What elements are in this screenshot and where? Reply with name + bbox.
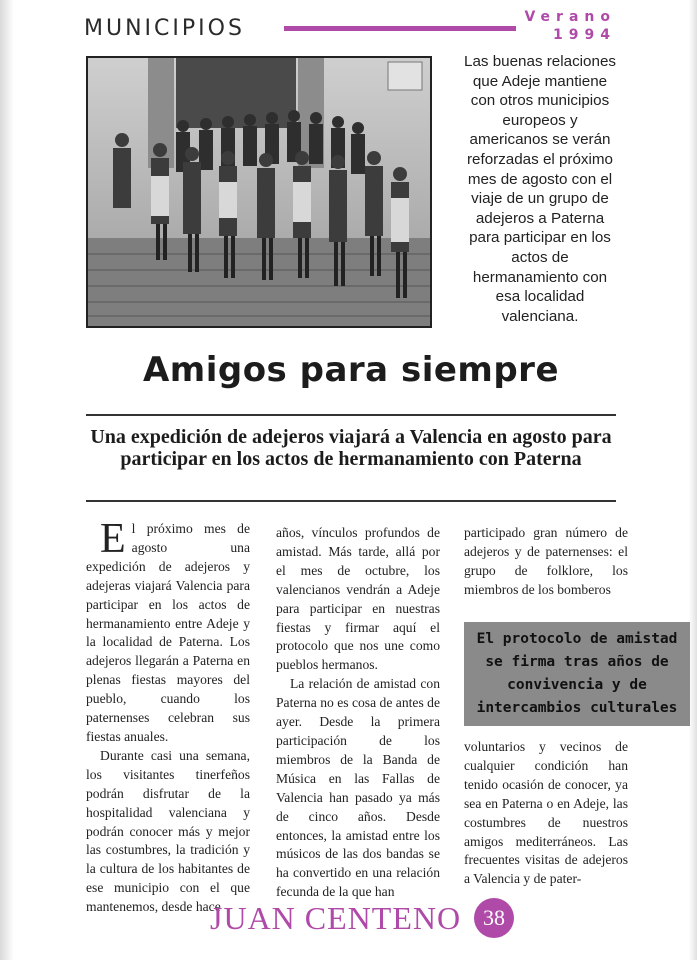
issue-year: 1994 [553, 27, 616, 43]
lede-paragraph: Las buenas relaciones que Adeje mantiene con otros municipios europeos y americanos se verán reforzadas el próximo mes de agosto con el viaje de un grupo de adejeros a Paterna para participar en los actos de hermanamiento con esa localidad valenciana. [464, 53, 616, 325]
header-rule [284, 26, 516, 31]
subhead-rule-bottom [86, 500, 616, 502]
pull-quote-box [464, 622, 690, 726]
page-number-badge: 38 [474, 898, 514, 938]
article-paragraph [86, 516, 250, 747]
article-paragraph: Durante casi una semana, los visitantes tinerfeños podrán disfrutar de la hospitalidad valenciana y podrán conocer más y mejor las costumbres, la tradición y la cultura de los habitantes de ese municipio con el que mantenemos, desde hace [86, 747, 250, 915]
section-label: MUNICIPIOS [84, 16, 245, 41]
page-edge-left [0, 0, 14, 960]
article-paragraph: La relación de amistad con Paterna no es cosa de antes de ayer. Desde la primera participación de los miembros de la Banda de Música en las Fallas de Valencia han pasado ya más de cinco años. Desde entonces, la amistad entre los músicos de las dos bandas se ha convertido en una relación fecunda de la que han [276, 676, 440, 900]
article-subhead: Una expedición de adejeros viajará a Valencia en agosto para participar en los actos de hermanamiento con Paterna [90, 426, 612, 470]
paragraph-text: l próximo mes de agosto una expedición de adejeros y adejeras viajará Valencia para participar en los actos de hermanamiento entre Adeje y la localidad de Paterna. Los adejeros llegarán a Paterna en plenas fiestas mayores del pueblo, cuando los paternenses celebran sus fiestas anuales. [86, 521, 250, 744]
article-column-1 [86, 516, 250, 917]
footer-name: JUAN CENTENO [210, 900, 462, 936]
article-paragraph: participado gran número de adejeros y de paternenses: el grupo de folklore, los miembros de los bomberos [464, 525, 628, 597]
pull-quote-text: El protocolo de amistad se firma tras años de convivencia y de intercambios culturales [476, 631, 678, 716]
page-edge-right [689, 0, 697, 960]
article-headline: Amigos para siempre [142, 350, 560, 390]
group-photo [86, 56, 432, 328]
drop-cap: E [100, 516, 126, 562]
subhead-rule-top [86, 414, 616, 416]
article-paragraph: años, vínculos profundos de amistad. Más tarde, allá por el mes de octubre, los valencianos vendrán a Adeje para participar en nuestras fiestas y firmar aquí el protocolo que nos une como pueblos hermanos. [276, 525, 440, 673]
article-column-2 [276, 524, 440, 902]
issue-season: Verano [524, 9, 616, 25]
article-paragraph: voluntarios y vecinos de cualquier condición han tenido ocasión de conocer, ya sea en Paterna o en Adeje, las costumbres de nuestros amigos mediterráneos. Las frecuentes visitas de adejeros a Valencia y de pater- [464, 739, 628, 887]
group-photo-illustration [88, 58, 430, 326]
issue-date [520, 8, 616, 44]
article-column-3-top [464, 524, 628, 600]
article-column-3-bottom [464, 738, 628, 889]
